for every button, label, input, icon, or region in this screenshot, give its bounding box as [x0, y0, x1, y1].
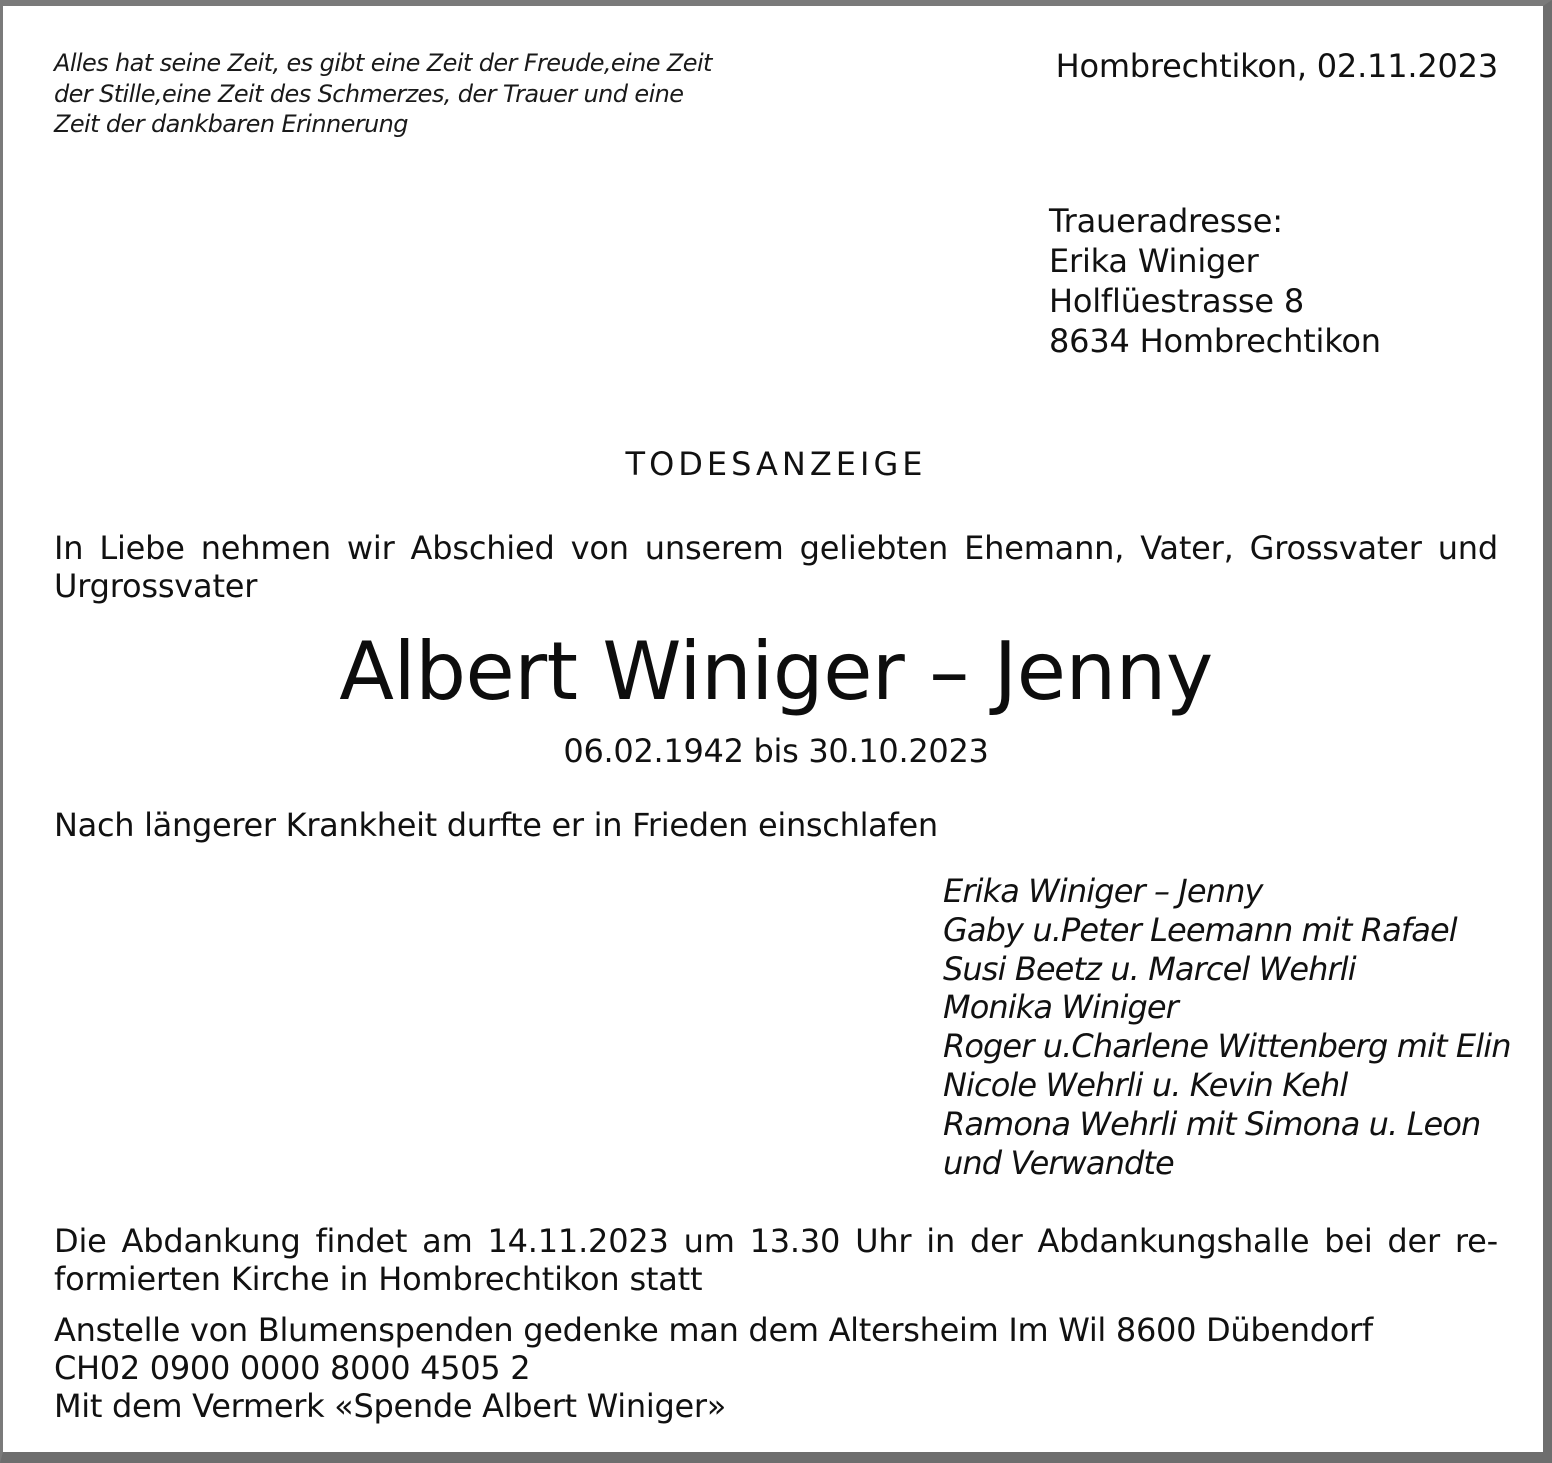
mourner-item: Gaby u.Peter Leemann mit Rafael: [943, 910, 1457, 949]
address-city: 8634 Hombrechtikon: [1049, 322, 1381, 360]
life-dates: 06.02.1942 bis 30.10.2023: [563, 732, 989, 770]
address-label: Traueradresse:: [1049, 202, 1283, 240]
donation-iban: CH02 0900 0000 8000 4505 2: [54, 1349, 531, 1387]
illness-note: Nach längerer Krankheit durfte er in Frieden einschlafen: [54, 806, 938, 844]
mourner-item: und Verwandte: [943, 1143, 1174, 1182]
mourner-item: Susi Beetz u. Marcel Wehrli: [943, 949, 1356, 988]
deceased-name: Albert Winiger – Jenny: [339, 625, 1213, 718]
mourner-item: Ramona Wehrli mit Simona u. Leon: [943, 1104, 1481, 1143]
intro-line-1: In Liebe nehmen wir Abschied von unserem geliebten Ehemann, Vater, Grossvater und: [54, 529, 1498, 567]
mourning-address: [1049, 201, 1381, 361]
ceremony-info: [54, 1222, 1498, 1298]
mourner-item: Erika Winiger – Jenny: [943, 872, 1263, 910]
mourners-list: [943, 872, 1511, 1182]
intro-text: [54, 529, 1498, 605]
donation-info: [54, 1311, 1373, 1425]
mourner-item: Monika Winiger: [943, 988, 1178, 1027]
mourner-item: Nicole Wehrli u. Kevin Kehl: [943, 1065, 1348, 1104]
place-date: Hombrechtikon, 02.11.2023: [1055, 47, 1498, 85]
mourner-item: Roger u.Charlene Wittenberg mit Elin: [943, 1027, 1511, 1066]
motto-verse: [54, 48, 754, 140]
motto-line: der Stille,eine Zeit des Schmerzes, der Trauer und eine: [54, 79, 684, 108]
donation-line-1: Anstelle von Blumenspenden gedenke man dem Altersheim Im Wil 8600 Dübendorf: [54, 1311, 1373, 1349]
motto-line: Alles hat seine Zeit, es gibt eine Zeit der Freude,eine Zeit: [54, 49, 712, 77]
address-name: Erika Winiger: [1049, 242, 1259, 280]
ceremony-line-1: Die Abdankung findet am 14.11.2023 um 13.30 Uhr in der Abdankungshalle bei der re-: [54, 1222, 1498, 1260]
donation-line-3: Mit dem Vermerk «Spende Albert Winiger»: [54, 1387, 727, 1425]
motto-line: Zeit der dankbaren Erinnerung: [54, 110, 408, 138]
address-street: Holflüestrasse 8: [1049, 282, 1305, 320]
intro-line-2: Urgrossvater: [54, 567, 258, 605]
notice-heading: TODESANZEIGE: [625, 445, 927, 483]
ceremony-line-2: formierten Kirche in Hombrechtikon statt: [54, 1260, 703, 1298]
